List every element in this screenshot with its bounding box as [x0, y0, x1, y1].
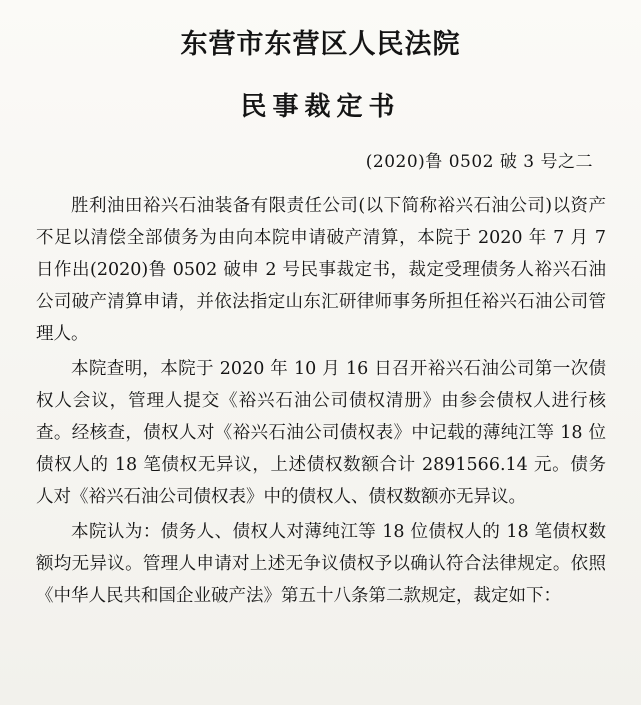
paragraph-findings: 本院查明，本院于 2020 年 10 月 16 日召开裕兴石油公司第一次债权人会议，管理人提交《裕兴石油公司债权清册》由参会债权人进行核查。经核查，债权人对《裕兴石油公司债权表》中记载的薄纯江等 18 位债权人的 18 笔债权无异议，上述债权数额合计 2891566.14 元。债务人对《裕兴石油公司债权表》中的债权人、债权数额亦无异议。	[36, 359, 606, 507]
case-number: (2020)鲁 0502 破 3 号之二	[365, 152, 593, 172]
court-name: 东营市东营区人民法院	[180, 29, 461, 60]
paragraph-reasoning: 本院认为：债务人、债权人对薄纯江等 18 位债权人的 18 笔债权数额均无异议。管理人申请对上述无争议债权予以确认符合法律规定。依照《中华人民共和国企业破产法》第五十八条第二款规定，裁定如下：	[36, 522, 606, 606]
body-text	[36, 190, 606, 615]
document-type-title: 民事裁定书	[240, 92, 401, 122]
paragraph-acceptance: 胜利油田裕兴石油装备有限责任公司(以下简称裕兴石油公司)以资产不足以清偿全部债务为由向本院申请破产清算，本院于 2020 年 7 月 7 日作出(2020)鲁 0502 破申 2 号民事裁定书，裁定受理债务人裕兴石油公司破产清算申请，并依法指定山东汇研律师事务所担任裕兴石油公司管理人。	[36, 196, 606, 344]
